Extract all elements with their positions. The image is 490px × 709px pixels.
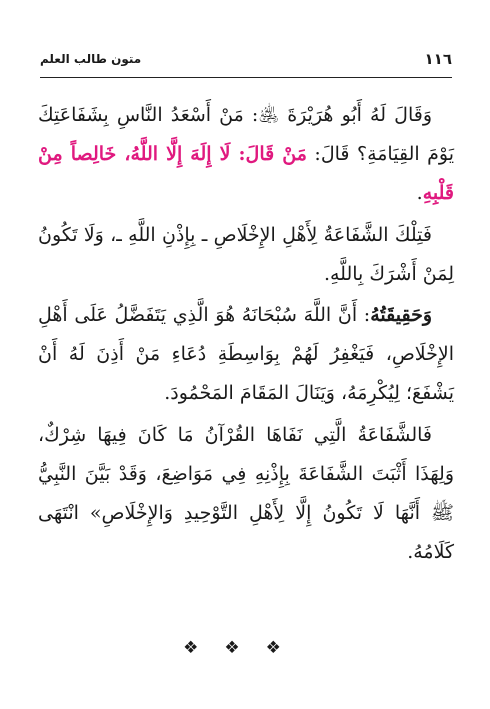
paragraph-2 xyxy=(38,216,454,294)
paragraph-2-text: فَتِلْكَ الشَّفَاعَةُ لِأَهْلِ الإِخْلَاصِ ـ بِإِذْنِ اللَّهِ ـ، وَلَا تَكُونُ لِمَنْ أَشْرَكَ بِاللَّهِ. xyxy=(38,223,454,285)
ornament-diamond-icon: ❖ xyxy=(265,638,307,658)
section-end-ornament xyxy=(0,638,490,658)
ornament-diamond-icon: ❖ xyxy=(224,638,266,658)
running-title: متون طالب العلم xyxy=(40,52,142,66)
page-body xyxy=(38,96,454,574)
page-number: ١١٦ xyxy=(424,50,452,68)
ornament-diamond-icon: ❖ xyxy=(183,638,225,658)
page-header xyxy=(40,44,452,78)
paragraph-1-text: وَقَالَ لَهُ أَبُو هُرَيْرَةَ ﵁: مَنْ أَسْعَدُ النَّاسِ بِشَفَاعَتِكَ يَوْمَ القِيَامَةِ؟ قَالَ: xyxy=(38,104,454,166)
paragraph-1 xyxy=(38,96,454,214)
paragraph-3 xyxy=(38,296,454,414)
paragraph-4-text: فَالشَّفَاعَةُ الَّتِي نَفَاهَا القُرْآنُ مَا كَانَ فِيهَا شِرْكٌ، وَلِهَذَا أَثْبَتَ الشَّفَاعَةَ بِإِذْنِهِ فِي مَوَاضِعَ، وَقَدْ بَيَّنَ النَّبِيُّ ﷺ أَنَّهَا لَا تَكُونُ إِلَّا لِأَهْلِ التَّوْحِيدِ وَالإِخْلَاصِ» انْتَهَى كَلَامُهُ. xyxy=(38,423,454,564)
paragraph-3-lead: وَحَقِيقَتُهُ xyxy=(370,304,432,327)
paragraph-4 xyxy=(38,416,454,573)
paragraph-3-text: : أَنَّ اللَّهَ سُبْحَانَهُ هُوَ الَّذِي يَتَفَضَّلُ عَلَى أَهْلِ الإِخْلَاصِ، فَيَغْفِرُ لَهُمْ بِوَاسِطَةِ دُعَاءِ مَنْ أَذِنَ لَهُ أَنْ يَشْفَعَ؛ لِيُكْرِمَهُ، وَيَنَالَ المَقَامَ المَحْمُودَ. xyxy=(38,304,454,405)
paragraph-1-end: . xyxy=(416,182,423,205)
header-divider xyxy=(40,77,452,78)
paragraph-1-highlight: مَنْ قَالَ: لَا إِلَهَ إِلَّا اللَّهُ، خَالِصاً مِنْ قَلْبِهِ xyxy=(38,143,454,205)
